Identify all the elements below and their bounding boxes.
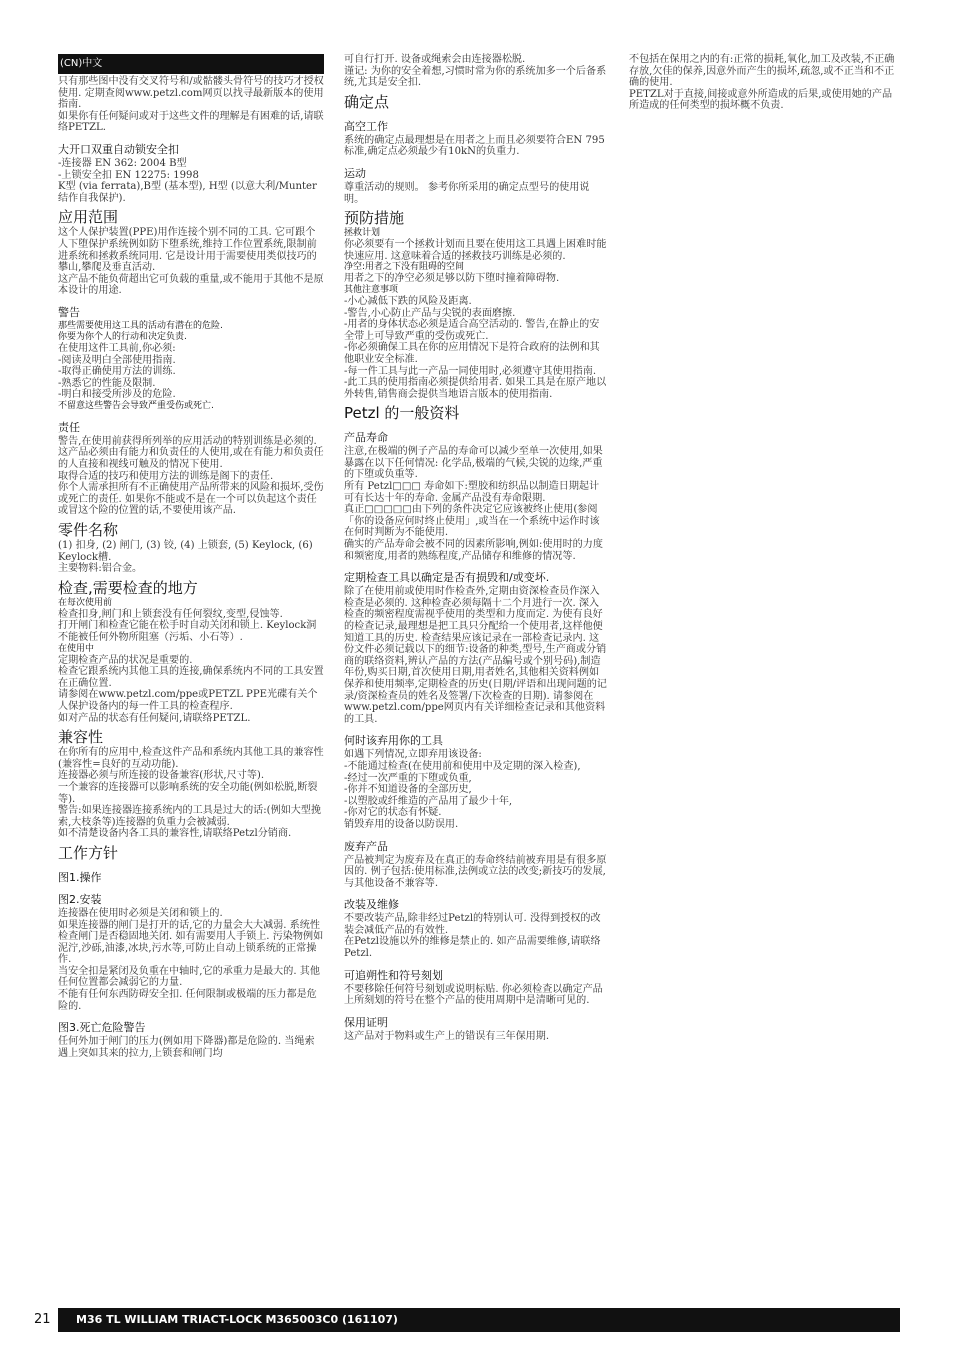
paragraph: 在Petzl设施以外的维修是禁止的. 如产品需要维修,请联络Petzl. — [344, 936, 601, 960]
subsection-heading: 定期检查工具以确定是否有损毁和/或变坏. — [344, 571, 550, 585]
paragraph: -警告,小心防止产品与尖锐的表面磨擦. — [344, 307, 516, 319]
paragraph: 连接器在使用时必须是关闭和锁上的. — [58, 907, 223, 919]
subsection-heading: 图3.死亡危险警告 — [58, 1021, 146, 1035]
paragraph: 尊重活动的规则。 参考你所采用的确定点型号的使用说明。 — [344, 181, 590, 205]
section-heading: 兼容性 — [58, 728, 104, 747]
paragraph: -不能通过检查(在使用前和使用中及定期的深入检查), — [344, 760, 581, 772]
paragraph: 打开闸门和检查它能在松手时自动关闭和锁上. Keylock洞不能被任何外物所阻塞（污垢、小石等）. — [58, 620, 317, 643]
minor-heading: 拯救计划 — [344, 228, 381, 239]
subsection-heading: 图1.操作 — [58, 870, 102, 884]
paragraph: 在你所有的应用中,检查这件产品和系统内其他工具的兼容性(兼容性=良好的互动功能). — [58, 747, 324, 770]
paragraph: -以塑胶或纤维造的产品用了最少十年, — [344, 795, 513, 807]
subsection-heading: 运动 — [344, 166, 366, 180]
subsection-heading: 产品寿命 — [344, 431, 388, 445]
paragraph: PETZL对于直接,间接或意外所造成的后果,或使用她的产品所造成的任何类型的损坏概不负责. — [629, 88, 893, 112]
minor-heading: 净空:用者之下没有阻碍的空间 — [344, 262, 465, 273]
paragraph: 在使用这件工具前,你必须: — [58, 342, 176, 354]
subsection-heading: 图2.安装 — [58, 892, 102, 906]
paragraph: -用者的身体状态必须是适合高空活动的. 警告,在静止的安全带上可导致严重的受伤或死亡. — [344, 319, 600, 342]
emphasis-line: 那些需要使用这工具的活动有潜在的危险. — [58, 320, 223, 331]
section-heading: 预防措施 — [344, 209, 405, 228]
paragraph: 你个人需承担所有不正确使用产品所带来的风险和损坏,受伤或死亡的责任. 如果你不能或不是在一个可以负起这个责任或冒这个险的位置的话,不要使用该产品. — [58, 482, 324, 517]
paragraph: 任何外加于闸门的压力(例如用下降器)都是危险的. 当绳索遇上突如其来的拉力,上锁套和闸门均 — [58, 1036, 315, 1059]
paragraph: 定期检查产品的状况是重要的. — [58, 654, 193, 666]
subsection-heading: 可追朔性和符号刻划 — [344, 968, 443, 982]
paragraph: -取得正确使用方法的训练. — [58, 366, 176, 378]
paragraph: -此工具的使用指南必须提供给用者. 如果工具是在原产地以外转售,销售商会提供当地语言版本的使用指南. — [344, 377, 607, 400]
paragraph: 不要改装产品,除非经过Petzl的特别认可. 没得到授权的改装会减低产品的有效性. — [344, 913, 601, 936]
subsection-heading: 警告 — [58, 305, 80, 319]
paragraph: 这产品必须由有能力和负责任的人使用,或在有能力和负责任的人直接和视线可触及的情况下使用. — [58, 447, 324, 471]
page-number: 21 — [34, 1312, 51, 1327]
paragraph: -经过一次严重的下堕或负重, — [344, 772, 472, 784]
paragraph: (1) 扣身, (2) 闸门, (3) 铰, (4) 上锁套, (5) Keylock, (6) Keylock槽. — [58, 540, 313, 563]
section-heading: 应用范围 — [58, 208, 119, 227]
paragraph: 确实的产品寿命会被不同的因素所影响,例如:使用时的力度和频密度,用者的熟练程度,产品储存和维修的情况等. — [344, 539, 603, 562]
footer-document-id: M36 TL WILLIAM TRIACT-LOCK M365003C0 (161107) — [58, 1308, 900, 1332]
subsection-heading: 责任 — [58, 420, 80, 434]
paragraph: 产品被判定为废弃及在真正的寿命终结前被弃用是有很多原因的. 例子包括:使用标准,法例或立法的改变;新技巧的发展,与其他设备不兼容等. — [344, 854, 607, 889]
paragraph: 取得合适的技巧和使用方法的训练是阁下的责任. — [58, 470, 274, 482]
paragraph: 所有 Petzl□□□ 寿命如下:塑胶和纺织品以制造日期起计可有长达十年的寿命. 金属产品没有寿命限期. — [344, 481, 600, 504]
section-heading: 确定点 — [344, 92, 390, 111]
language-label: (CN)中文 — [58, 54, 324, 74]
paragraph: 可自行打开. 设备或绳索会由连接器松脱. — [344, 54, 526, 65]
paragraph: 请参阅在www.petzl.com/ppe或PETZL PPE光碟有关个人保护设备内的每一件工具的检查程序. — [58, 689, 318, 712]
paragraph: 如果你有任何疑问或对于这些文件的理解是有困难的话,请联络PETZL. — [58, 110, 324, 134]
section-heading: 工作方针 — [58, 843, 119, 862]
emphasis-line: 不留意这些警告会导致严重受伤或死亡. — [58, 400, 214, 411]
paragraph: 检查扣身,闸门和上锁套没有任何裂纹,变型,侵蚀等. — [58, 608, 283, 620]
paragraph: -连接器 EN 362: 2004 B型 — [58, 157, 187, 169]
text-column-1 — [58, 54, 324, 1059]
column-2-content — [344, 54, 608, 1042]
paragraph: 除了在使用前或使用时作检查外,定期由资深检查员作深入检查是必须的. 这种检查必须每隔十二个月进行一次. 深入检查的频密程度需视乎使用的类型和力度而定. 为使有良好的检查记录,最理想是把工具只分配给一个使用者,这样他便知道工具的历史. 检查结果应该记录在一部检查记录内. 这份文件必须记载以下的细节:设备的种类,型号,生产商或分销商的联络资料,辨认产品的方法(产品编号或个别号码),制造年份,购买日期,首次使用日期,用者姓名,其他相关资料例如保养和使用频率,定期检查的历史(日期/评语和出现问题的记录/资深检查员的姓名及签署/下次检查的日期). 请参阅在www.petzl.com/ppe网页内有关详细检查记录和其他资料的工具. — [344, 586, 607, 725]
minor-heading: 其他注意事项 — [344, 284, 399, 295]
minor-heading: 在每次使用前 — [58, 597, 113, 608]
paragraph: 不包括在保用之内的有:正常的损耗,氧化,加工及改装,不正确存放,欠佳的保养,因意外而产生的损坏,疏忽,或不正当和不正确的使用. — [629, 54, 895, 89]
subsection-heading: 改装及维修 — [344, 898, 399, 912]
paragraph: -每一件工具与此一产品一同使用时,必须遵守其使用指南. — [344, 365, 597, 377]
emphasis-line: 你要为你个人的行动和决定负责. — [58, 331, 187, 342]
paragraph: 如遇下列情况,立即弃用该设备: — [344, 749, 482, 761]
paragraph: 不能有任何东西防碍安全扣. 任何限制或极端的压力都是危险的. — [58, 989, 317, 1012]
section-heading: 检查,需要检查的地方 — [58, 578, 198, 597]
column-3-content — [629, 54, 897, 112]
paragraph: 主要物料:铝合金。 — [58, 563, 143, 575]
paragraph: 销毁弃用的设备以防误用. — [344, 818, 459, 830]
paragraph: 系统的确定点最理想是在用者之上而且必须要符合EN 795标准,确定点必须最少有10kN的负重力. — [344, 134, 605, 158]
paragraph: 如对产品的状态有任何疑问,请联络PETZL. — [58, 712, 251, 724]
text-column-3 — [629, 54, 897, 112]
subsection-heading: 废弃产品 — [344, 839, 388, 853]
subsection-heading: 高空工作 — [344, 119, 388, 133]
paragraph: 注意,在极端的例子产品的寿命可以减少至单一次使用,如果暴露在以下任何情况: 化学品,极端的气候,尖锐的边缘,严重的下堕或负重等. — [344, 446, 603, 481]
paragraph: K型 (via ferrata),B型 (基本型), H型 (以意大利/Munter结作自我保护). — [58, 181, 317, 204]
paragraph: -小心减低下跌的风险及距离. — [344, 295, 472, 307]
paragraph: -你对它的状态有怀疑. — [344, 807, 442, 819]
paragraph: -熟悉它的性能及限制. — [58, 377, 156, 389]
section-heading: 零件名称 — [58, 521, 119, 540]
paragraph: 用者之下的净空必须足够以防下堕时撞着障碍物. — [344, 273, 560, 285]
paragraph: 你必须要有一个拯救计划而且要在使用这工具遇上困难时能快速应用. 这意味着合适的拯救技巧训练是必须的. — [344, 239, 607, 262]
column-1-content — [58, 76, 324, 1059]
paragraph: 警告,在使用前获得所列举的应用活动的特别训练是必须的. — [58, 435, 317, 447]
subsection-heading: 保用证明 — [344, 1015, 388, 1029]
paragraph: -阅读及明白全部使用指南. — [58, 354, 176, 366]
paragraph: 如不清楚设备内各工具的兼容性,请联络Petzl分销商. — [58, 828, 292, 840]
paragraph: -你并不知道设备的全部历史, — [344, 784, 472, 796]
text-column-2 — [344, 54, 608, 1042]
minor-heading: 在使用中 — [58, 643, 95, 654]
paragraph: -明白和接受所涉及的危险. — [58, 389, 176, 401]
paragraph: 谨记: 为你的安全着想,习惯时常为你的系统加多一个后备系统,尤其是安全扣. — [344, 65, 607, 89]
paragraph: 这个人保护装置(PPE)用作连接个别不同的工具. 它可跟个人下堕保护系统例如防下堕系统,维持工作位置系统,限制前进系统和拯救系统同用. 它是设计用于需要使用类似技巧的攀山,攀爬及垂直活动. — [58, 227, 317, 274]
paragraph: 只有那些图中没有交叉符号和/或骷髅头骨符号的技巧才授权使用. 定期查阅www.petzl.com网页以找寻最新版本的使用指南. — [58, 76, 324, 111]
paragraph: -上锁安全扣 EN 12275: 1998 — [58, 169, 199, 181]
paragraph: -你必须确保工具在你的应用情况下是符合政府的法例和其他职业安全标准. — [344, 342, 600, 365]
paragraph: 真正□□□□□由下列的条件决定它应该被终止使用(参阅「你的设备应何时终止使用」,或当在一个系统中运作时该在何时判断为不能使用. — [344, 504, 600, 539]
section-heading: Petzl 的一般资料 — [344, 404, 460, 423]
paragraph: 如果连接器的闸门是打开的话,它的力量会大大减弱. 系统性检查闸门是否稳固地关闭. 如有需要用人手锁上. 污染物例如泥泞,沙砾,油漆,冰块,污水等,可防止自动上锁系统的正常操作. — [58, 919, 324, 966]
paragraph: 一个兼容的连接器可以影响系统的安全功能(例如松脱,断裂等). — [58, 781, 318, 805]
paragraph: 警告:如果连接器连接系统内的工具是过大的话:(例如大型挽索,大枝条等)连接器的负重力会被减弱. — [58, 805, 322, 828]
subsection-heading: 大开口双重自动锁安全扣 — [58, 142, 179, 156]
paragraph: 不要移除任何符号刻划或说明标贴. 你必须检查以确定产品上所刻划的符号在整个产品的使用周期中是清晰可见的. — [344, 983, 603, 1007]
paragraph: 检查它跟系统内其他工具的连接,确保系统内不同的工具安置在正确位置. — [58, 666, 324, 689]
paragraph: 连接器必须与所连接的设备兼容(形状,尺寸等). — [58, 770, 265, 782]
subsection-heading: 何时该弃用你的工具 — [344, 734, 443, 748]
paragraph: 当安全扣是紧闭及负重在中轴时,它的承重力是最大的. 其他任何位置都会减弱它的力量. — [58, 965, 320, 989]
paragraph: 这产品不能负荷超出它可负载的重量,或不能用于其他不是原本设计的用途. — [58, 273, 324, 297]
paragraph: 这产品对于物料或生产上的错误有三年保用期. — [344, 1030, 550, 1042]
